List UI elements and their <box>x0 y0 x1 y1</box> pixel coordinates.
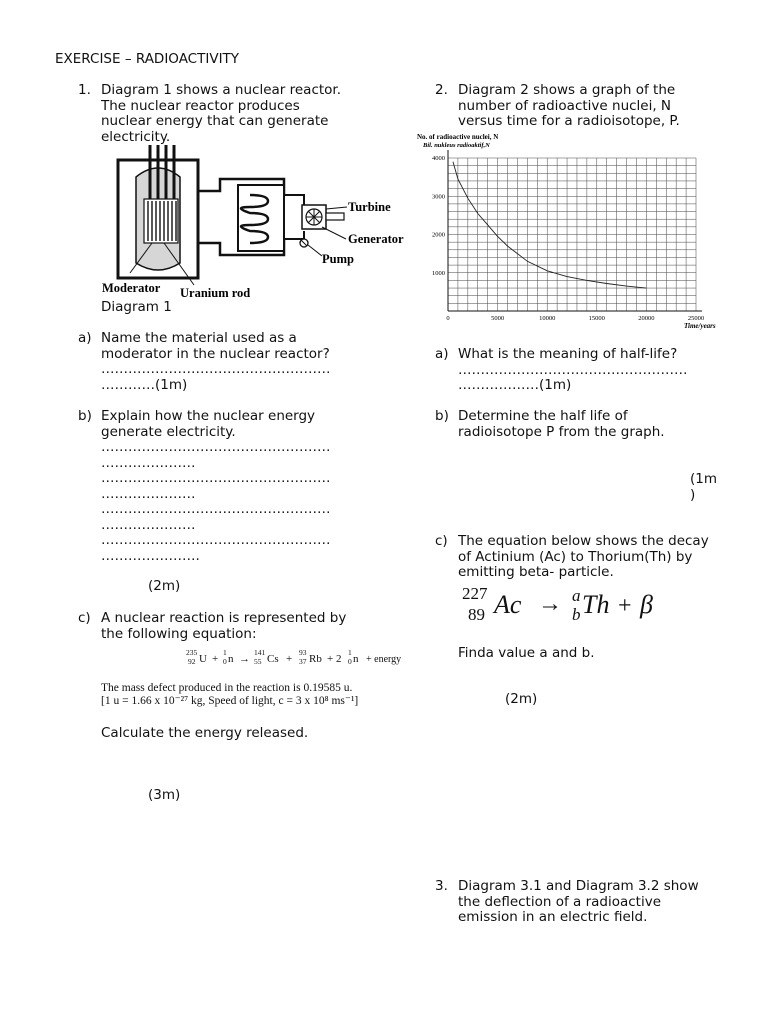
generator-leader <box>322 227 346 239</box>
question-2c-instruction: Finda value a and b. <box>458 645 595 661</box>
question-2-line: Diagram 2 shows a graph of the <box>458 82 676 98</box>
question-1c <box>101 611 346 642</box>
question-2c-letter: c) <box>435 533 448 549</box>
question-line: Determine the half life of <box>458 408 628 424</box>
question-line: of Actinium (Ac) to Thorium(Th) by <box>458 548 693 565</box>
turbine-leader <box>326 207 347 209</box>
answer-line: …………………………………………… <box>458 361 688 378</box>
question-2-number: 2. <box>435 82 448 98</box>
question-3-number: 3. <box>435 878 448 894</box>
x-tick-label: 10000 <box>539 315 556 322</box>
x-tick-label: 5000 <box>491 315 505 322</box>
question-3-line: the deflection of a radioactive <box>458 893 662 910</box>
question-1a-letter: a) <box>78 330 92 346</box>
question-line: radioisotope P from the graph. <box>458 423 665 440</box>
x-tick-label: 15000 <box>588 315 605 322</box>
chart-subtitle: Bil. nukleus radioaktif,N <box>423 142 490 149</box>
question-2b-letter: b) <box>435 408 449 424</box>
chart-grid <box>448 158 696 311</box>
answer-line: ………………… <box>101 485 196 502</box>
page-title: EXERCISE – RADIOACTIVITY <box>55 51 240 67</box>
n-atomic-number: 0 <box>348 657 352 666</box>
turbine-label: Turbine <box>348 200 391 214</box>
question-1c-instruction: Calculate the energy released. <box>101 725 309 741</box>
beta-decay-equation <box>458 580 678 628</box>
answer-line: …………………………………………… <box>101 470 331 486</box>
ac-symbol: Ac <box>494 590 522 619</box>
question-line: What is the meaning of half-life? <box>458 346 678 362</box>
rb-atomic-number: 37 <box>299 657 307 666</box>
th-symbol: Th <box>582 590 610 619</box>
pump-leader <box>308 245 322 256</box>
question-2b <box>458 409 665 440</box>
chart-tick-labels <box>432 155 704 322</box>
question-1c-marks: (3m) <box>148 787 181 803</box>
question-3-line: Diagram 3.1 and Diagram 3.2 show <box>458 878 699 894</box>
y-tick-label: 4000 <box>432 155 445 162</box>
question-1-line: Diagram 1 shows a nuclear reactor. <box>101 82 342 98</box>
question-1b-marks: (2m) <box>148 578 181 594</box>
chart-title: No. of radioactive nuclei, N <box>417 133 499 141</box>
plus-sign: + <box>618 593 632 619</box>
question-1a <box>101 331 331 393</box>
rb-symbol: Rb <box>309 653 322 665</box>
u-mass-number: 235 <box>186 648 198 657</box>
chart-axes <box>448 150 702 311</box>
answer-line: …………………………………………… <box>101 532 331 548</box>
question-line: Name the material used as a <box>101 330 297 346</box>
question-2-line: versus time for a radioisotope, P. <box>458 113 680 129</box>
n-mass-number: 1 <box>348 648 352 657</box>
question-1-line: The nuclear reactor produces <box>101 97 300 114</box>
answer-line: ………………… <box>101 516 196 533</box>
question-1c-letter: c) <box>78 610 91 626</box>
th-atomic-symbol: b <box>572 605 581 624</box>
question-line: moderator in the nuclear reactor? <box>101 345 330 362</box>
x-axis-label: Time/years <box>684 322 716 330</box>
x-tick-label: 0 <box>446 315 450 322</box>
arrow: → <box>239 653 250 665</box>
diagram-1-caption: Diagram 1 <box>101 299 172 315</box>
plus-sign: + <box>212 653 219 665</box>
answer-line: ………………(1m) <box>458 377 572 393</box>
x-tick-label: 20000 <box>638 315 655 322</box>
question-3-line: emission in an electric field. <box>458 909 648 925</box>
answer-line: ………………… <box>101 454 196 471</box>
n-symbol: n <box>353 653 359 665</box>
question-2b-marks <box>690 472 717 503</box>
question-line: the following equation: <box>101 625 257 642</box>
marks-line: ) <box>690 486 696 503</box>
cs-atomic-number: 55 <box>254 657 262 666</box>
answer-line: …………………………………………… <box>101 439 331 455</box>
moderator-label: Moderator <box>102 281 161 295</box>
question-line: generate electricity. <box>101 423 236 440</box>
return-pipe <box>284 231 304 239</box>
generator-shaft <box>326 213 344 220</box>
n-mass-number: 1 <box>223 648 227 657</box>
th-mass-symbol: a <box>572 586 581 605</box>
pump-label: Pump <box>322 252 354 266</box>
beta-symbol: β <box>640 590 653 619</box>
answer-line: …………………………………………… <box>101 501 331 517</box>
ac-mass-number: 227 <box>462 584 488 603</box>
answer-line: …………(1m) <box>101 376 188 393</box>
y-tick-label: 1000 <box>432 269 445 277</box>
question-line: Explain how the nuclear energy <box>101 408 316 424</box>
turbine-blades <box>306 209 322 225</box>
answer-line: …………………. <box>101 547 200 564</box>
u-symbol: U <box>199 653 207 665</box>
fuel-block <box>144 199 178 243</box>
question-1b <box>101 409 331 564</box>
question-line: emitting beta- particle. <box>458 564 614 580</box>
fission-equation <box>184 647 416 669</box>
energy-term: + energy <box>366 654 402 665</box>
question-3-stem <box>458 879 699 926</box>
ac-atomic-number: 89 <box>468 605 485 624</box>
plus-two: + 2 <box>327 653 342 665</box>
question-2-stem <box>458 83 680 130</box>
nuclear-reactor-diagram <box>100 143 412 303</box>
question-line: A nuclear reaction is represented by <box>101 610 347 626</box>
question-1-line: nuclear energy that can generate <box>101 113 329 129</box>
steam-pipe <box>284 195 304 205</box>
mass-defect-statement: The mass defect produced in the reaction is 0.19585 u. <box>101 682 353 694</box>
n-atomic-number: 0 <box>223 657 227 666</box>
question-2c <box>458 534 709 581</box>
uranium-rod-label: Uranium rod <box>180 286 251 300</box>
question-1-number: 1. <box>78 82 91 98</box>
question-2a <box>458 347 688 394</box>
y-tick-label: 2000 <box>432 231 445 239</box>
question-2c-marks: (2m) <box>505 691 538 707</box>
question-2a-letter: a) <box>435 346 449 362</box>
marks-line: (1m <box>690 471 718 487</box>
u-atomic-number: 92 <box>188 657 196 666</box>
y-tick-label: 3000 <box>432 193 445 201</box>
plus-sign: + <box>286 653 293 665</box>
cs-symbol: Cs <box>267 653 279 665</box>
question-1-line: electricity. <box>101 128 171 145</box>
generator-label: Generator <box>348 232 404 246</box>
answer-line: …………………………………………… <box>101 361 331 377</box>
n-symbol: n <box>228 653 234 665</box>
question-1b-letter: b) <box>78 408 92 424</box>
rb-mass-number: 93 <box>299 648 307 657</box>
x-tick-label: 25000 <box>687 315 705 322</box>
question-line: The equation below shows the decay <box>458 533 709 549</box>
arrow: → <box>538 591 562 617</box>
constants-statement: [1 u = 1.66 x 10⁻²⁷ kg, Speed of light, c = 3 x 10⁸ ms⁻¹] <box>101 695 359 707</box>
cs-mass-number: 141 <box>254 648 266 657</box>
question-2-line: number of radioactive nuclei, N <box>458 97 672 114</box>
decay-graph <box>414 129 724 333</box>
question-1-stem <box>101 83 341 145</box>
